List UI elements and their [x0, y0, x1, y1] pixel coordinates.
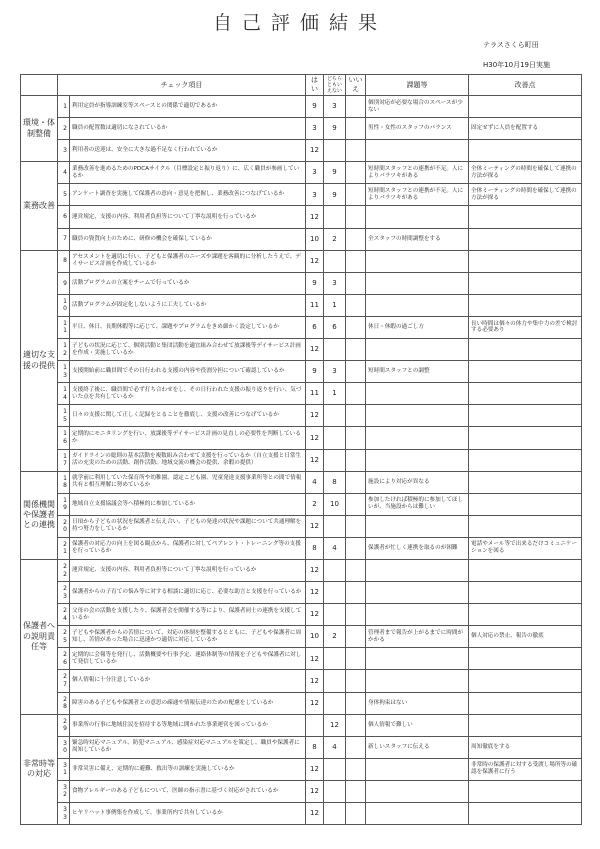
header-issue: 課題等 [366, 75, 469, 96]
no-count [346, 184, 366, 206]
table-row [21, 427, 582, 449]
neither-count [324, 339, 346, 361]
no-count [346, 206, 366, 228]
neither-count [324, 803, 346, 825]
yes-count: 11 [306, 383, 324, 405]
table-row [21, 758, 582, 780]
yes-count: 12 [306, 758, 324, 780]
table-row [21, 471, 582, 493]
issue-text: 休日・休暇の過ごし方 [366, 316, 469, 338]
no-count [346, 405, 366, 427]
issue-text [366, 604, 469, 626]
no-count [346, 427, 366, 449]
no-count [346, 316, 366, 338]
table-row [21, 339, 582, 361]
table-row [21, 206, 582, 228]
improvement-text: 固定せずに人員を配置する [469, 118, 582, 140]
no-count [346, 582, 366, 604]
category-label: 保護者への説明責任等 [21, 559, 58, 714]
improvement-text [469, 471, 582, 493]
no-count [346, 250, 366, 272]
item-number: 17 [58, 449, 70, 471]
table-row [21, 714, 582, 736]
table-row [21, 96, 582, 118]
table-row [21, 736, 582, 758]
assessment-date: H30年10月19日実施 [483, 61, 550, 69]
yes-count: 12 [306, 559, 324, 581]
neither-count: 1 [324, 383, 346, 405]
neither-count: 4 [324, 736, 346, 758]
yes-count: 11 [306, 294, 324, 316]
header-no: いいえ [346, 75, 366, 96]
document-title: 自己評価結果 [212, 12, 387, 34]
no-count [346, 96, 366, 118]
item-number: 23 [58, 582, 70, 604]
yes-count [306, 714, 324, 736]
issue-text [366, 515, 469, 537]
yes-count: 3 [306, 184, 324, 206]
check-item-text: 利用定員が指導訓練室等スペースとの関係で適切であるか [70, 96, 306, 118]
neither-count: 2 [324, 228, 346, 250]
item-number: 2 [58, 118, 70, 140]
no-count [346, 272, 366, 294]
item-number: 10 [58, 294, 70, 316]
item-number: 3 [58, 140, 70, 162]
check-item-text: 地域自立支援協議会等へ積極的に参加しているか [70, 493, 306, 515]
check-item-text: 支援終了後に、職員間で必ず打ち合わせをし、その日行われた支援の振り返りを行い、気づいた点を共有しているか [70, 383, 306, 405]
check-item-text: 平日、休日、長期休暇等に応じて、課題やプログラムをきめ細かく設定しているか [70, 316, 306, 338]
header-improvement: 改善点 [469, 75, 582, 96]
check-item-text: ヒヤリハット事例集を作成して、事業所内で共有しているか [70, 803, 306, 825]
improvement-text: 全体ミーティングの時間を確保して連携の方法が探る [469, 184, 582, 206]
evaluation-table [20, 74, 582, 825]
category-label: 環境・体制整備 [21, 96, 58, 162]
table-row [21, 803, 582, 825]
issue-text [366, 405, 469, 427]
neither-count [324, 449, 346, 471]
yes-count: 12 [306, 405, 324, 427]
check-item-text: 食物アレルギーのある子どもについて、医師の指示書に基づく対応がされているか [70, 780, 306, 802]
issue-text [366, 383, 469, 405]
check-item-text: 定期的に会報等を発行し、活動概要や行事予定、連絡体制等の情報を子どもや保護者に対して発信しているか [70, 648, 306, 670]
issue-text: 短時間スタッフとの調整 [366, 361, 469, 383]
yes-count: 10 [306, 228, 324, 250]
improvement-text: 全体ミーティングの時間を確保して連携の方法が探る [469, 162, 582, 184]
no-count [346, 361, 366, 383]
header-yes: はい [306, 75, 324, 96]
issue-text: 個人情報で難しい [366, 714, 469, 736]
yes-count: 12 [306, 206, 324, 228]
improvement-text: 周知徹底をする [469, 736, 582, 758]
no-count [346, 294, 366, 316]
issue-text [366, 670, 469, 692]
table-row [21, 250, 582, 272]
item-number: 12 [58, 339, 70, 361]
no-count [346, 118, 366, 140]
item-number: 29 [58, 714, 70, 736]
improvement-text [469, 648, 582, 670]
yes-count: 12 [306, 515, 324, 537]
item-number: 16 [58, 427, 70, 449]
improvement-text [469, 383, 582, 405]
item-number: 24 [58, 604, 70, 626]
yes-count: 12 [306, 670, 324, 692]
check-item-text: 日々の支援に関して正しく記録をとることを徹底し、支援の改善につなげているか [70, 405, 306, 427]
no-count [346, 449, 366, 471]
item-number: 31 [58, 758, 70, 780]
yes-count: 12 [306, 140, 324, 162]
improvement-text [469, 670, 582, 692]
issue-text: 新しいスタッフに伝える [366, 736, 469, 758]
table-body [21, 96, 582, 825]
facility-name: テラスさくら町田 [483, 41, 539, 49]
item-number: 7 [58, 228, 70, 250]
neither-count [324, 140, 346, 162]
neither-count [324, 780, 346, 802]
issue-text [366, 339, 469, 361]
item-number: 18 [58, 471, 70, 493]
yes-count: 12 [306, 582, 324, 604]
issue-text [366, 250, 469, 272]
check-item-text: 日頃から子どもの状況を保護者と伝え合い、子どもの発達の状況や課題について共通理解を持つ努力をしているか [70, 515, 306, 537]
improvement-text [469, 272, 582, 294]
neither-count: 3 [324, 272, 346, 294]
check-item-text: 就学前に利用していた保育所や幼稚園、認定こども園、児童発達支援事業所等との間で情報共有と相互理解に努めているか [70, 471, 306, 493]
yes-count: 12 [306, 339, 324, 361]
check-item-text: 子どもや保護者からの苦情について、対応の体制を整備するとともに、子どもや保護者に周知し、苦情があった場合に迅速かつ適切に対応しているか [70, 626, 306, 648]
issue-text [366, 427, 469, 449]
neither-count: 9 [324, 184, 346, 206]
item-number: 1 [58, 96, 70, 118]
item-number: 14 [58, 383, 70, 405]
table-row [21, 559, 582, 581]
item-number: 9 [58, 272, 70, 294]
improvement-text [469, 294, 582, 316]
check-item-text: 緊急時対応マニュアル、防犯マニュアル、感染症対応マニュアルを策定し、職員や保護者に周知しているか [70, 736, 306, 758]
table-row [21, 493, 582, 515]
improvement-text [469, 449, 582, 471]
item-number: 19 [58, 493, 70, 515]
yes-count: 9 [306, 96, 324, 118]
neither-count [324, 670, 346, 692]
item-number: 30 [58, 736, 70, 758]
improvement-text [469, 228, 582, 250]
item-number: 5 [58, 184, 70, 206]
table-row [21, 184, 582, 206]
table-row [21, 780, 582, 802]
table-row [21, 405, 582, 427]
improvement-text [469, 692, 582, 714]
table-row [21, 228, 582, 250]
table-row [21, 316, 582, 338]
no-count [346, 228, 366, 250]
improvement-text [469, 206, 582, 228]
issue-text [366, 272, 469, 294]
no-count [346, 493, 366, 515]
improvement-text: 個人対応の禁止、報告の徹底 [469, 626, 582, 648]
improvement-text [469, 339, 582, 361]
header-category [21, 75, 58, 96]
check-item-text: 活動プログラムの立案をチームで行っているか [70, 272, 306, 294]
issue-text [366, 803, 469, 825]
improvement-text [469, 140, 582, 162]
no-count [346, 758, 366, 780]
yes-count: 4 [306, 471, 324, 493]
item-number: 4 [58, 162, 70, 184]
check-item-text: 活動プログラムが固定化しないように工夫しているか [70, 294, 306, 316]
improvement-text [469, 582, 582, 604]
category-label: 関係機関や保護者との連携 [21, 471, 58, 559]
check-item-text: 非常災害に備え、定期的に避難、救出等の訓練を実施しているか [70, 758, 306, 780]
check-item-text: アンケート調査を実施して保護者の意向・意見を把握し、業務改善につなげているか [70, 184, 306, 206]
category-label: 業務改善 [21, 162, 58, 250]
issue-text: 参加したければ積極的に参加してほしいが、当施設からは難しい [366, 493, 469, 515]
issue-text: 管理者まで報告が上がるまでに時間がかかる [366, 626, 469, 648]
no-count [346, 714, 366, 736]
neither-count: 9 [324, 118, 346, 140]
no-count [346, 780, 366, 802]
check-item-text: 障害のある子どもや保護者との意思の疎通や情報伝達のための配慮をしているか [70, 692, 306, 714]
yes-count: 3 [306, 162, 324, 184]
no-count [346, 339, 366, 361]
check-item-text: 支援開始前に職員間でその日行われる支援の内容や役割分担について確認しているか [70, 361, 306, 383]
issue-text [366, 206, 469, 228]
neither-count [324, 515, 346, 537]
improvement-text [469, 96, 582, 118]
no-count [346, 736, 366, 758]
neither-count [324, 250, 346, 272]
table-row [21, 361, 582, 383]
neither-count [324, 427, 346, 449]
neither-count: 2 [324, 626, 346, 648]
neither-count [324, 758, 346, 780]
check-item-text: アセスメントを適切に行い、子どもと保護者のニーズや課題を客観的に分析したうえで、デイサービス計画を作成しているか [70, 250, 306, 272]
yes-count: 6 [306, 316, 324, 338]
check-item-text: 職員の資質向上のために、研修の機会を確保しているか [70, 228, 306, 250]
yes-count: 12 [306, 250, 324, 272]
improvement-text [469, 604, 582, 626]
table-row [21, 626, 582, 648]
neither-count: 1 [324, 294, 346, 316]
yes-count: 8 [306, 537, 324, 559]
yes-count: 12 [306, 427, 324, 449]
table-row [21, 515, 582, 537]
improvement-text [469, 559, 582, 581]
issue-text [366, 780, 469, 802]
no-count [346, 626, 366, 648]
yes-count: 12 [306, 604, 324, 626]
item-number: 15 [58, 405, 70, 427]
check-item-text: 利用者の送迎は、安全に大きな過不足なく行われているか [70, 140, 306, 162]
neither-count: 10 [324, 493, 346, 515]
no-count [346, 537, 366, 559]
check-item-text: 保護者からの子育ての悩み等に対する相談に適切に応じ、必要な助言と支援を行っているか [70, 582, 306, 604]
improvement-text [469, 803, 582, 825]
table-row [21, 537, 582, 559]
header-check-item: チェック項目 [58, 75, 306, 96]
no-count [346, 692, 366, 714]
table-row [21, 670, 582, 692]
issue-text: 保護者が忙しく連携を取るのが困難 [366, 537, 469, 559]
item-number: 27 [58, 670, 70, 692]
issue-text: 短時間スタッフとの連携が不足。人によりバラツキがある [366, 184, 469, 206]
check-item-text: 子どもの状況に応じて、個別活動と集団活動を適宜組み合わせて放課後等デイサービス計画を作成・実施しているか [70, 339, 306, 361]
improvement-text: 電話やメール等で出来るだけコミュニケーションを図る [469, 537, 582, 559]
improvement-text [469, 493, 582, 515]
improvement-text [469, 361, 582, 383]
no-count [346, 648, 366, 670]
table-row [21, 294, 582, 316]
no-count [346, 383, 366, 405]
issue-text [366, 758, 469, 780]
check-item-text: 事業所の行事に地域住民を招待する等地域に開かれた事業運営を図っているか [70, 714, 306, 736]
item-number: 28 [58, 692, 70, 714]
neither-count: 3 [324, 361, 346, 383]
check-item-text: ガイドラインの総則の基本活動を複数組み合わせて支援を行っているか（自立支援と日常生活の充実のための活動、創作活動、地域交流の機会の提供、余暇の提供） [70, 449, 306, 471]
no-count [346, 559, 366, 581]
improvement-text [469, 780, 582, 802]
table-row [21, 449, 582, 471]
check-item-text: 保護者の対応力の向上を図る観点から、保護者に対してペアレント・トレーニング等の支援を行っているか [70, 537, 306, 559]
issue-text: 男性・女性のスタッフのバランス [366, 118, 469, 140]
neither-count: 12 [324, 714, 346, 736]
category-label: 適切な支援の提供 [21, 250, 58, 471]
table-row [21, 692, 582, 714]
item-number: 6 [58, 206, 70, 228]
no-count [346, 670, 366, 692]
yes-count: 10 [306, 626, 324, 648]
table-row [21, 140, 582, 162]
yes-count: 12 [306, 692, 324, 714]
table-header-row [21, 75, 582, 96]
no-count [346, 471, 366, 493]
yes-count: 9 [306, 361, 324, 383]
item-number: 21 [58, 537, 70, 559]
issue-text [366, 449, 469, 471]
neither-count: 4 [324, 537, 346, 559]
issue-text [366, 582, 469, 604]
table-row [21, 648, 582, 670]
check-item-text: 業務改善を進めるためのPDCAサイクル（目標設定と振り返り）に、広く職員が参画しているか [70, 162, 306, 184]
neither-count [324, 648, 346, 670]
neither-count [324, 559, 346, 581]
improvement-text: 長い時間は個々の体力や集中力の差で検討する必要あり [469, 316, 582, 338]
item-number: 13 [58, 361, 70, 383]
issue-text [366, 294, 469, 316]
item-number: 11 [58, 316, 70, 338]
issue-text: 個別対応が必要な場合のスペースが少ない [366, 96, 469, 118]
improvement-text [469, 427, 582, 449]
yes-count: 12 [306, 648, 324, 670]
table-row [21, 582, 582, 604]
issue-text [366, 559, 469, 581]
item-number: 33 [58, 803, 70, 825]
improvement-text [469, 714, 582, 736]
yes-count: 12 [306, 803, 324, 825]
neither-count [324, 692, 346, 714]
category-label: 非常時等の対応 [21, 714, 58, 824]
no-count [346, 604, 366, 626]
item-number: 26 [58, 648, 70, 670]
issue-text: 身体拘束はない [366, 692, 469, 714]
table-row [21, 118, 582, 140]
item-number: 20 [58, 515, 70, 537]
neither-count: 8 [324, 471, 346, 493]
yes-count: 3 [306, 118, 324, 140]
yes-count: 12 [306, 780, 324, 802]
issue-text [366, 648, 469, 670]
neither-count [324, 582, 346, 604]
issue-text: 全スタッフの時間調整をする [366, 228, 469, 250]
issue-text: 施設により対応が異なる [366, 471, 469, 493]
check-item-text: 父母の会の活動を支援したり、保護者会を開催する等により、保護者同士の連携を支援しているか [70, 604, 306, 626]
improvement-text: 非常時の保護者に対する受渡し場所等の確認を保護者に行う [469, 758, 582, 780]
table-row [21, 383, 582, 405]
neither-count [324, 604, 346, 626]
improvement-text [469, 405, 582, 427]
neither-count [324, 206, 346, 228]
improvement-text [469, 515, 582, 537]
neither-count: 3 [324, 96, 346, 118]
yes-count: 12 [306, 449, 324, 471]
yes-count: 9 [306, 272, 324, 294]
item-number: 22 [58, 559, 70, 581]
item-number: 32 [58, 780, 70, 802]
check-item-text: 運営規定、支援の内容、利用者負担等について丁寧な説明を行っているか [70, 559, 306, 581]
check-item-text: 定期的にモニタリングを行い、放課後等デイサービス計画の見直しの必要性を判断しているか [70, 427, 306, 449]
table-row [21, 162, 582, 184]
neither-count [324, 405, 346, 427]
no-count [346, 515, 366, 537]
check-item-text: 運営規定、支援の内容、利用者負担等について丁寧な説明を行っているか [70, 206, 306, 228]
neither-count: 9 [324, 162, 346, 184]
table-row [21, 604, 582, 626]
header-neither: どちらともいえない [324, 75, 346, 96]
yes-count: 2 [306, 493, 324, 515]
no-count [346, 140, 366, 162]
item-number: 25 [58, 626, 70, 648]
item-number: 8 [58, 250, 70, 272]
issue-text: 短時間スタッフとの連携が不足。人によりバラツキがある [366, 162, 469, 184]
no-count [346, 162, 366, 184]
neither-count: 6 [324, 316, 346, 338]
no-count [346, 803, 366, 825]
check-item-text: 職員の配置数は適切になされているか [70, 118, 306, 140]
check-item-text: 個人情報に十分注意しているか [70, 670, 306, 692]
issue-text [366, 140, 469, 162]
improvement-text [469, 250, 582, 272]
table-row [21, 272, 582, 294]
yes-count: 8 [306, 736, 324, 758]
